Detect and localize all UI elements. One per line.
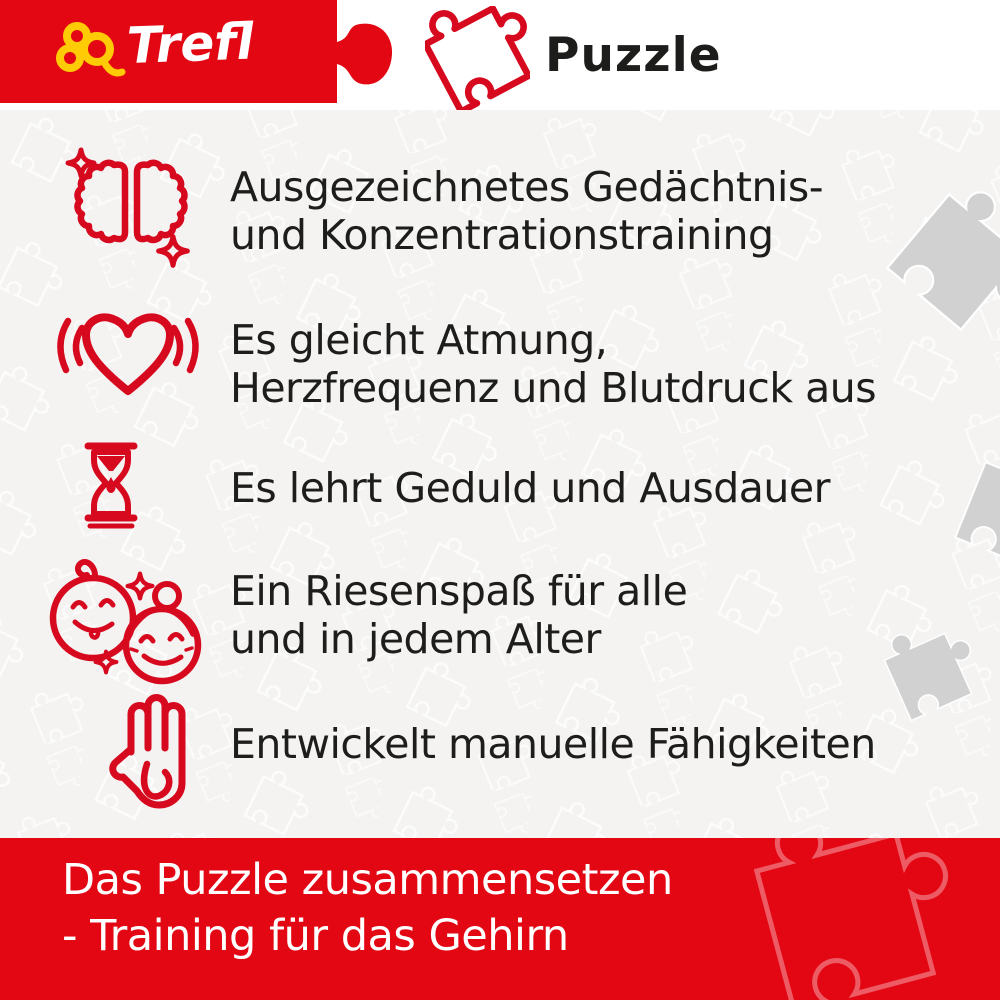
benefit-line: Es gleicht Atmung, (230, 316, 608, 364)
benefit-text-patience (230, 464, 830, 512)
happy-faces-icon (48, 548, 213, 688)
benefit-text-manual-skills (230, 720, 876, 768)
footer-banner (0, 838, 1000, 1000)
benefit-line: Entwickelt manuelle Fähigkeiten (230, 720, 876, 768)
benefit-line: und in jedem Alter (230, 615, 601, 663)
brain-sparkles-icon (60, 143, 200, 271)
benefit-line: Ein Riesenspaß für alle (230, 567, 688, 615)
footer-tagline-line: - Training für das Gehirn (62, 911, 569, 961)
puzzle-piece-icon (425, 6, 530, 110)
hourglass-icon (80, 436, 145, 534)
footer-tagline (62, 852, 673, 964)
product-type-title: Puzzle (545, 28, 722, 83)
benefit-line: Es lehrt Geduld und Ausdauer (230, 464, 830, 512)
banner-puzzle-knob (337, 24, 392, 85)
benefit-line: und Konzentrationstraining (230, 211, 774, 259)
beating-heart-icon (52, 298, 207, 406)
open-hand-icon (103, 692, 198, 817)
benefit-text-memory (230, 163, 823, 259)
trefl-logo-text: Trefl (126, 12, 255, 75)
header-bar (0, 0, 1000, 110)
benefit-line: Herzfrequenz und Blutdruck aus (230, 364, 877, 412)
benefit-line: Ausgezeichnetes Gedächtnis- (230, 163, 823, 211)
footer-puzzle-outline-icon (700, 838, 1000, 1000)
footer-tagline-line: Das Puzzle zusammensetzen (62, 855, 673, 905)
benefit-text-fun-all-ages (230, 567, 687, 663)
benefit-text-calming (230, 316, 876, 412)
